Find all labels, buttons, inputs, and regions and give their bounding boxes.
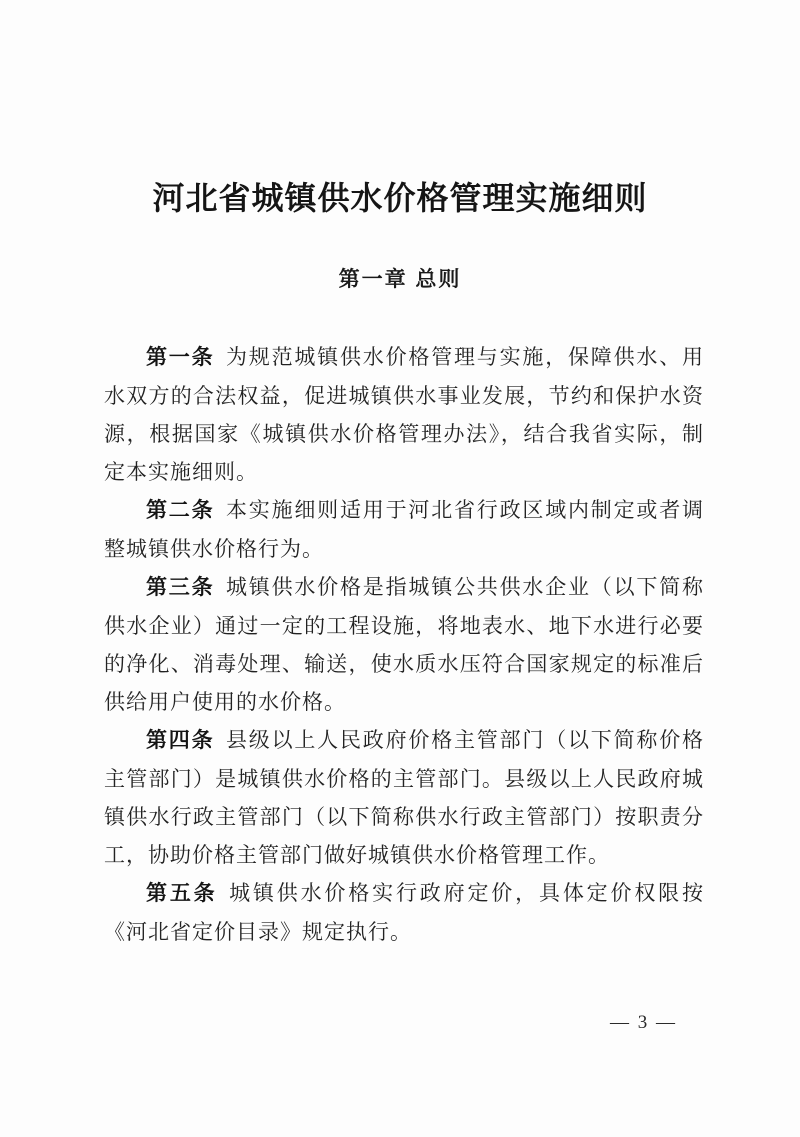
article-paragraph-5 <box>104 874 704 951</box>
article-3-label: 第三条 <box>146 576 215 599</box>
article-4-label: 第四条 <box>146 729 215 752</box>
article-paragraph-1 <box>104 338 704 491</box>
article-2-text: 本实施细则适用于河北省行政区域内制定或者调整城镇供水价格行为。 <box>104 498 705 561</box>
article-1-text: 为规范城镇供水价格管理与实施，保障供水、用水双方的合法权益，促进城镇供水事业发展，节约和保护水资源，根据国家《城镇供水价格管理办法》，结合我省实际，制定本实施细则。 <box>104 345 705 484</box>
document-title: 河北省城镇供水价格管理实施细则 <box>152 180 648 216</box>
article-4-text: 县级以上人民政府价格主管部门（以下简称价格主管部门）是城镇供水价格的主管部门。县级以上人民政府城镇供水行政主管部门（以下简称供水行政主管部门）按职责分工，协助价格主管部门做好城镇供水价格管理工作。 <box>104 728 705 867</box>
page-number: — 3 — <box>610 1012 677 1033</box>
article-5-text: 城镇供水价格实行政府定价，具体定价权限按《河北省定价目录》规定执行。 <box>104 881 705 944</box>
article-2-label: 第二条 <box>146 499 215 522</box>
chapter-heading: 第一章 总则 <box>338 268 462 291</box>
articles-section <box>104 338 704 951</box>
article-paragraph-2 <box>104 491 704 568</box>
article-3-text: 城镇供水价格是指城镇公共供水企业（以下简称供水企业）通过一定的工程设施，将地表水、地下水进行必要的净化、消毒处理、输送，使水质水压符合国家规定的标准后供给用户使用的水价格。 <box>104 575 705 714</box>
article-1-label: 第一条 <box>146 346 215 369</box>
article-paragraph-4 <box>104 721 704 874</box>
article-5-label: 第五条 <box>146 882 218 905</box>
article-paragraph-3 <box>104 568 704 721</box>
